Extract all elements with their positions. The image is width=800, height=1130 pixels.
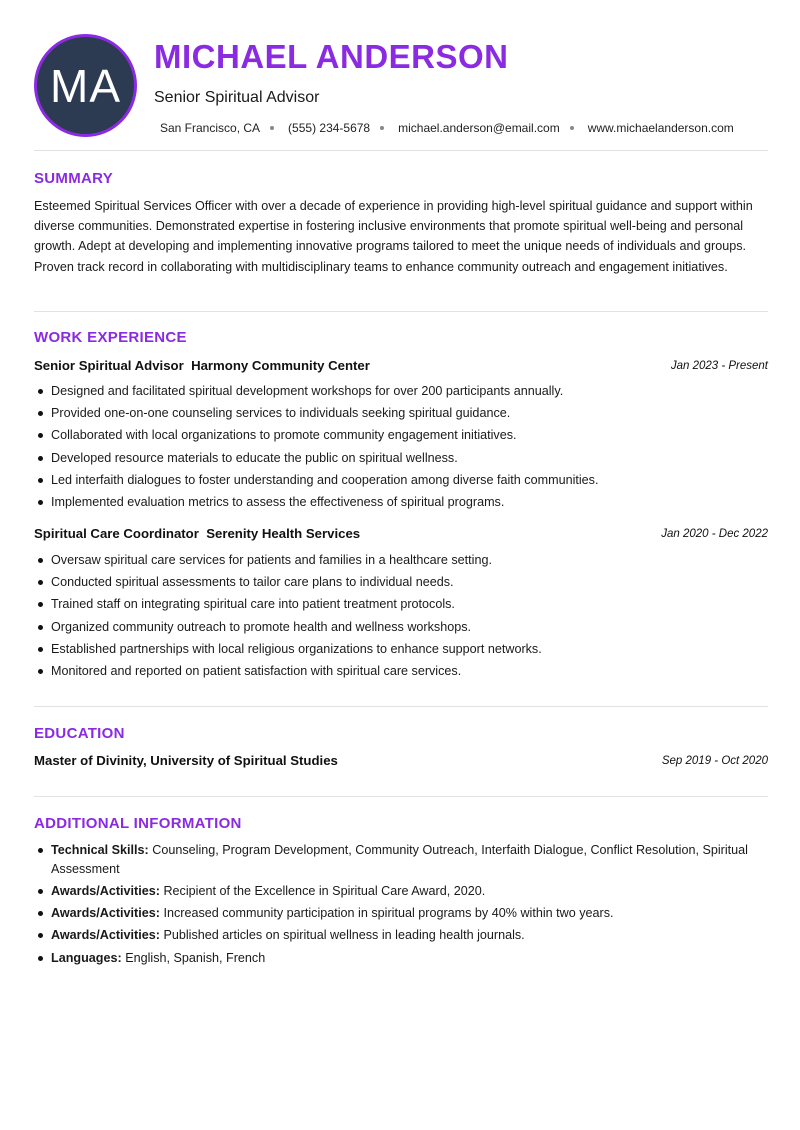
languages-text: English, Spanish, French [125,950,266,965]
job-role: Senior Spiritual Advisor [34,358,184,373]
list-item [34,904,768,923]
divider [34,796,768,797]
item-label: Awards/Activities: [51,905,160,920]
list-item: Collaborated with local organizations to promote community engagement initiatives. [34,424,768,446]
item-label: Awards/Activities: [51,928,160,943]
education-heading: EDUCATION [34,725,125,742]
list-item [34,841,768,878]
separator-dot [380,126,384,130]
job-role-company [34,358,370,373]
job-bullets [34,549,768,682]
candidate-name: MICHAEL ANDERSON [154,38,509,75]
job-header [34,358,768,378]
job-header [34,526,768,546]
list-item: Led interfaith dialogues to foster understanding and cooperation among diverse faith communities. [34,469,768,491]
divider [34,311,768,312]
list-item: Implemented evaluation metrics to assess the effectiveness of spiritual programs. [34,491,768,513]
list-item: Organized community outreach to promote health and wellness workshops. [34,616,768,638]
job-company: Serenity Health Services [206,526,361,541]
summary-heading: SUMMARY [34,170,114,187]
additional-heading: ADDITIONAL INFORMATION [34,815,242,832]
job-company: Harmony Community Center [191,358,370,373]
separator-dot [570,126,574,130]
contact-phone: (555) 234-5678 [288,121,371,135]
list-item: Designed and facilitated spiritual development workshops for over 200 participants annually. [34,380,768,402]
additional-list [34,841,768,971]
item-text: Counseling, Program Development, Community Outreach, Interfaith Dialogue, Conflict Resolution, Spiritual Assessment [51,843,748,876]
avatar-initials: MA [50,59,121,112]
resume-header [34,34,768,138]
list-item [34,949,768,968]
list-item: Oversaw spiritual care services for patients and families in a healthcare setting. [34,549,768,571]
item-text: Increased community participation in spiritual programs by 40% within two years. [163,905,614,920]
item-label: Awards/Activities: [51,883,160,898]
job-bullets [34,380,768,513]
list-item: Developed resource materials to educate the public on spiritual wellness. [34,447,768,469]
contact-line [160,121,734,135]
item-label: Technical Skills: [51,843,149,857]
item-text: Published articles on spiritual wellness in leading health journals. [163,928,525,943]
list-item: Established partnerships with local religious organizations to enhance support networks. [34,638,768,660]
separator-dot [270,126,274,130]
list-item [34,926,768,945]
avatar [34,34,137,137]
job-role: Spiritual Care Coordinator [34,526,199,541]
divider [34,706,768,707]
languages-label: Languages: [51,950,122,965]
divider [34,150,768,151]
job-role-company [34,526,360,541]
summary-text: Esteemed Spiritual Services Officer with over a decade of experience in providing high-level spiritual guidance and support within diverse communities. Demonstrated expertise in fostering inclusive environments that promote spiritual well-being and personal growth. Adept at developing and implementing innovative programs tailored to meet the unique needs of individuals and groups. Proven track record in collaborating with multidisciplinary teams to enhance community outreach and engagement initiatives. [34,199,753,274]
job-dates: Jan 2023 - Present [670,360,768,372]
candidate-title: Senior Spiritual Advisor [154,89,320,106]
list-item: Trained staff on integrating spiritual care into patient treatment protocols. [34,593,768,615]
experience-heading: WORK EXPERIENCE [34,329,187,346]
item-text: Recipient of the Excellence in Spiritual Care Award, 2020. [163,883,486,898]
list-item: Conducted spiritual assessments to tailor care plans to individual needs. [34,571,768,593]
contact-location: San Francisco, CA [160,121,261,135]
list-item [34,882,768,901]
contact-email: michael.anderson@email.com [398,121,560,135]
education-degree: Master of Divinity, University of Spiritual Studies [34,753,338,768]
job-dates: Jan 2020 - Dec 2022 [661,528,768,540]
contact-website: www.michaelanderson.com [587,121,734,135]
education-entry [34,753,768,773]
list-item: Monitored and reported on patient satisfaction with spiritual care services. [34,660,768,682]
list-item: Provided one-on-one counseling services to individuals seeking spiritual guidance. [34,402,768,424]
education-dates: Sep 2019 - Oct 2020 [661,755,768,767]
